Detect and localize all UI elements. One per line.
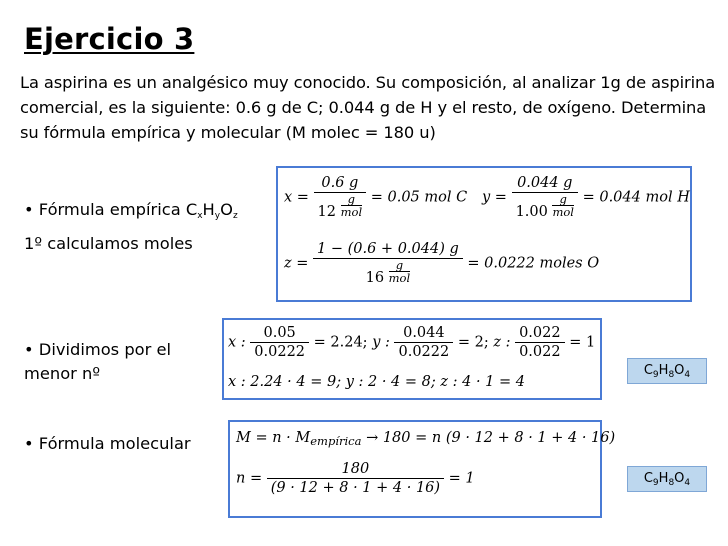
sub-z: z — [232, 211, 238, 221]
molecular-row-1: $M = n \cdot M_{empírica} \to 180 = n$ (9 · 12 + 8 · 1 + 4 · 16) — [236, 430, 616, 448]
o-letter: O — [220, 200, 233, 219]
equation-x: x = 0.6 g 12 g mol = 0.05 mol C — [284, 175, 468, 220]
molecular-formula-label: • Fórmula molecular — [24, 434, 191, 453]
sub-x: x — [197, 211, 203, 221]
divide-label-line1: • Dividimos por el — [24, 340, 172, 359]
formula-badge-molecular: $C_9H_8O_4$ — [627, 466, 707, 492]
empirical-label-text: • Fórmula empírica C — [24, 200, 198, 219]
equation-y: y = 0.044 g 1.00 g mol = 0.044 mol H — [482, 175, 690, 220]
divide-equation-box — [222, 318, 602, 400]
divide-row-1: x : $\frac{0.05}{0.0222}$ = 2.24; y : $\frac{0.044}{0.0222}$ = 2; z : $\frac{0.022}{0.022}$ = 1 — [228, 325, 596, 360]
divide-label-line2: menor nº — [24, 364, 101, 383]
formula-badge-empirical: $C_9H_8O_4$ — [627, 358, 707, 384]
h-letter: H — [202, 200, 215, 219]
sub-y: y — [214, 211, 221, 221]
calc-moles-label: 1º calculamos moles — [24, 234, 193, 253]
intro-paragraph: La aspirina es un analgésico muy conocido. Su composición, al analizar 1g de aspirina comercial, es la siguiente: 0.6 g de C; 0.044 g de H y el resto, de oxígeno. Determina su fórmula empírica y molecular (M molec = 180 u) — [20, 73, 716, 142]
molecular-equation-box — [228, 420, 616, 518]
slide-title: Ejercicio 3 — [24, 22, 195, 56]
divide-row-2: x : 2.24 · 4 = 9; y : 2 · 4 = 8; z : 4 · 1 = 4 — [228, 374, 525, 390]
molecular-row-2: n = $\frac{180}{(9 \cdot 12 + 8 \cdot 1 + 4 \cdot 16)}$ = 1 — [236, 461, 475, 496]
equation-z: z = 1 − (0.6 + 0.044) g 16 g mol = 0.0222 moles O — [284, 241, 600, 286]
section-empirical-formula — [24, 198, 238, 228]
moles-equation-box — [276, 166, 692, 302]
